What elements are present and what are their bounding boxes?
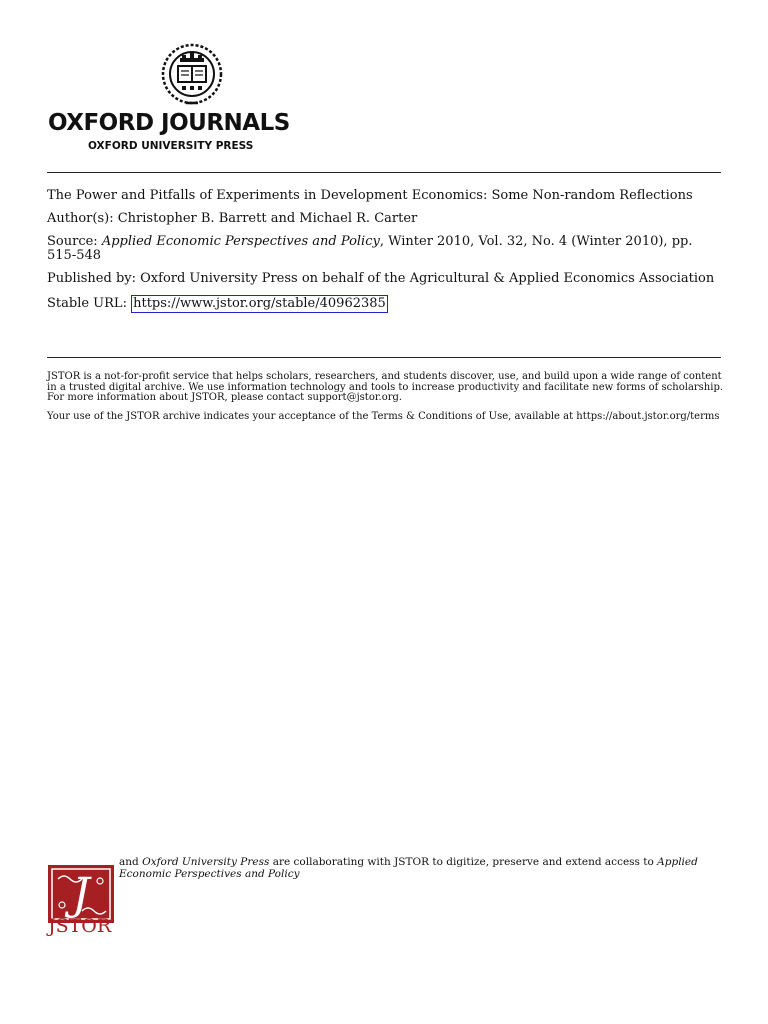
collaboration-note <box>119 856 719 880</box>
article-publisher <box>47 272 723 286</box>
notice-paragraph-1: JSTOR is a not-for-profit service that helps scholars, researchers, and students discover, use, and build upon a wide range of content in a trusted digital archive. We use information technology and tools to increase productivity and facilitate new forms of scholarship. For more information about JSTOR, please contact support@jstor.org. <box>47 371 724 403</box>
stable-url-label: Stable URL: <box>47 296 127 311</box>
published-value: Oxford University Press on behalf of the Agricultural & Applied Economics Association <box>140 271 715 286</box>
stable-url-link[interactable]: https://www.jstor.org/stable/40962385 <box>133 296 386 311</box>
jstor-wordmark: JSTOR <box>48 915 112 937</box>
notice-paragraph-2: Your use of the JSTOR archive indicates your acceptance of the Terms & Conditions of Use, available at https://about.jstor.org/terms <box>47 410 720 422</box>
article-title: The Power and Pitfalls of Experiments in Development Economics: Some Non-random Reflections <box>47 188 693 203</box>
publisher-name: OXFORD JOURNALS <box>48 110 290 136</box>
publisher-subtitle: OXFORD UNIVERSITY PRESS <box>88 140 254 152</box>
published-label: Published by: <box>47 271 136 286</box>
top-divider <box>47 172 721 173</box>
jstor-notice <box>47 372 727 430</box>
article-stable-url <box>47 295 723 313</box>
source-details: , Winter 2010, Vol. 32, No. 4 (Winter 2010), pp. 515-548 <box>47 234 693 263</box>
article-authors <box>47 212 723 226</box>
middle-divider <box>47 357 721 358</box>
collab-journal: Applied Economic Perspectives and Policy <box>119 856 698 880</box>
source-label: Source: <box>47 234 98 249</box>
collab-mid: are collaborating with JSTOR to digitize, preserve and extend access to <box>272 856 654 868</box>
source-journal: Applied Economic Perspectives and Policy <box>101 234 380 249</box>
article-source <box>47 235 723 263</box>
authors-value: Christopher B. Barrett and Michael R. Carter <box>117 211 418 226</box>
oxford-crest-logo <box>160 42 224 112</box>
collab-partner: Oxford University Press <box>142 856 270 868</box>
svg-text:J: J <box>72 869 90 920</box>
article-metadata <box>47 189 723 322</box>
authors-label: Author(s): <box>47 211 114 226</box>
collab-prefix: and <box>119 856 139 868</box>
